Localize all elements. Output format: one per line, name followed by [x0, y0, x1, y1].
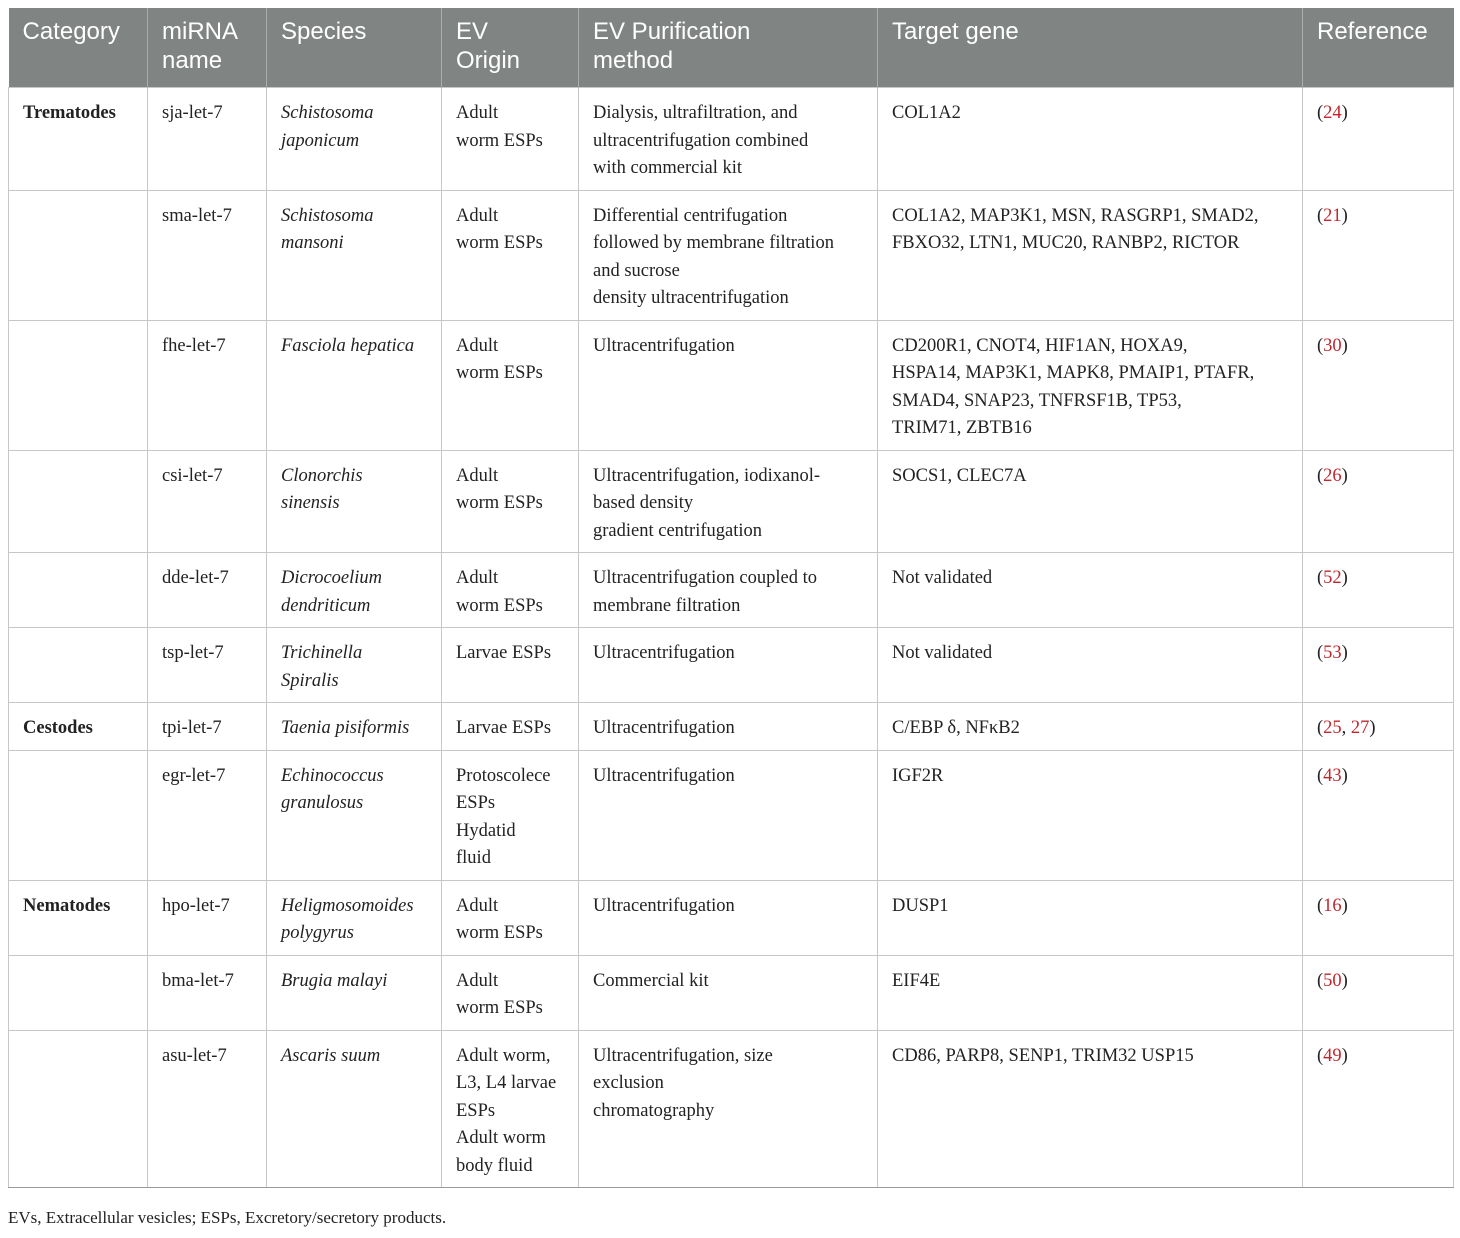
origin-line: Hydatid [456, 820, 516, 841]
species-cell [267, 750, 442, 880]
origin-line: Larvae ESPs [456, 643, 552, 663]
reference-link[interactable]: 16 [1323, 895, 1342, 916]
category-cell [9, 750, 148, 880]
method-line: Ultracentrifugation, iodixanol- [593, 465, 821, 486]
method-line: gradient centrifugation [593, 520, 763, 541]
category-cell [9, 190, 148, 320]
species-line: Dicrocoelium [281, 568, 383, 588]
species-line: Ascaris suum [281, 1045, 381, 1066]
target-gene-cell [878, 88, 1303, 191]
category-cell [9, 955, 148, 1030]
purification-method-cell [579, 190, 878, 320]
header-mirna-line-2: name [162, 47, 223, 74]
origin-line: worm ESPs [456, 493, 543, 513]
table-row [9, 553, 1454, 628]
species-line: Schistosoma [281, 103, 374, 123]
species-line: granulosus [281, 793, 364, 813]
purification-method-cell [579, 1030, 878, 1188]
target-line: FBXO32, LTN1, MUC20, RANBP2, RICTOR [892, 233, 1240, 253]
species-line: dendriticum [281, 595, 371, 616]
origin-line: worm ESPs [456, 923, 543, 943]
species-line: sinensis [281, 493, 340, 513]
method-line: with commercial kit [593, 158, 742, 178]
header-reference: Reference [1303, 8, 1454, 88]
species-line: mansoni [281, 233, 344, 253]
target-line: SOCS1, CLEC7A [892, 465, 1027, 486]
header-category: Category [9, 8, 148, 88]
species-line: Brugia malayi [281, 970, 388, 991]
method-line: Ultracentrifugation [593, 718, 735, 738]
purification-method-cell [579, 750, 878, 880]
table-row [9, 320, 1454, 450]
method-line: Ultracentrifugation [593, 895, 735, 916]
target-line: TRIM71, ZBTB16 [892, 418, 1032, 438]
target-line: EIF4E [892, 970, 941, 991]
species-cell [267, 88, 442, 191]
reference-link[interactable]: 25 [1323, 718, 1342, 738]
species-cell [267, 190, 442, 320]
category-cell [9, 450, 148, 553]
table-row [9, 1030, 1454, 1188]
method-line: Ultracentrifugation [593, 765, 735, 786]
reference-link[interactable]: 43 [1323, 765, 1342, 786]
target-line: HSPA14, MAP3K1, MAPK8, PMAIP1, PTAFR, [892, 363, 1255, 383]
method-line: Commercial kit [593, 970, 709, 991]
target-line: COL1A2 [892, 103, 961, 123]
method-line: chromatography [593, 1100, 715, 1121]
header-target-gene: Target gene [878, 8, 1303, 88]
table-row [9, 190, 1454, 320]
category-cell: Nematodes [9, 880, 148, 955]
mirna-name-cell: egr-let-7 [148, 750, 267, 880]
table-body [9, 88, 1454, 1188]
species-cell [267, 450, 442, 553]
mirna-name-cell: tpi-let-7 [148, 703, 267, 751]
target-line: Not validated [892, 643, 993, 663]
origin-line: ESPs [456, 1100, 496, 1121]
species-line: japonicum [281, 130, 360, 151]
reference-link[interactable]: 30 [1323, 335, 1342, 356]
target-line: C/EBP δ, NFκB2 [892, 718, 1020, 738]
reference-cell: (24) [1303, 88, 1454, 191]
origin-line: Adult worm [456, 1128, 546, 1148]
header-method-line-2: method [593, 47, 674, 74]
mirna-name-cell: fhe-let-7 [148, 320, 267, 450]
mirna-name-cell: bma-let-7 [148, 955, 267, 1030]
ev-origin-cell [442, 628, 579, 703]
target-gene-cell [878, 628, 1303, 703]
category-cell: Cestodes [9, 703, 148, 751]
origin-line: fluid [456, 848, 491, 868]
species-line: Fasciola hepatica [281, 335, 415, 356]
target-gene-cell [878, 553, 1303, 628]
ev-origin-cell [442, 703, 579, 751]
species-line: Schistosoma [281, 205, 374, 226]
reference-cell: (16) [1303, 880, 1454, 955]
target-line: COL1A2, MAP3K1, MSN, RASGRP1, SMAD2, [892, 205, 1259, 226]
reference-cell: (52) [1303, 553, 1454, 628]
header-origin-line-2: Origin [456, 47, 521, 74]
table-row [9, 450, 1454, 553]
origin-line: L3, L4 larvae [456, 1073, 557, 1093]
target-line: SMAD4, SNAP23, TNFRSF1B, TP53, [892, 390, 1182, 411]
table-row [9, 628, 1454, 703]
mirna-name-cell: asu-let-7 [148, 1030, 267, 1188]
species-cell [267, 320, 442, 450]
method-line: based density [593, 493, 694, 513]
origin-line: Adult [456, 103, 499, 123]
species-line: Taenia pisiformis [281, 718, 410, 738]
ev-origin-cell [442, 553, 579, 628]
origin-line: Adult [456, 205, 499, 226]
species-line: polygyrus [281, 923, 354, 943]
ev-origin-cell [442, 880, 579, 955]
category-cell [9, 553, 148, 628]
purification-method-cell [579, 880, 878, 955]
table-row [9, 703, 1454, 751]
method-line: Ultracentrifugation, size [593, 1045, 773, 1066]
origin-line: Adult [456, 465, 499, 486]
table-header [9, 8, 1454, 88]
mirna-name-cell: tsp-let-7 [148, 628, 267, 703]
target-gene-cell [878, 880, 1303, 955]
category-cell [9, 1030, 148, 1188]
purification-method-cell [579, 955, 878, 1030]
table-row [9, 750, 1454, 880]
reference-cell: (30) [1303, 320, 1454, 450]
category-cell: Trematodes [9, 88, 148, 191]
origin-line: worm ESPs [456, 233, 543, 253]
method-line: membrane filtration [593, 595, 741, 616]
reference-link[interactable]: 27 [1350, 718, 1370, 738]
header-mirna-name [148, 8, 267, 88]
ev-origin-cell [442, 955, 579, 1030]
ev-origin-cell [442, 750, 579, 880]
mirna-name-cell: csi-let-7 [148, 450, 267, 553]
target-gene-cell [878, 955, 1303, 1030]
target-gene-cell [878, 450, 1303, 553]
origin-line: worm ESPs [456, 595, 543, 616]
reference-link[interactable]: 50 [1323, 970, 1342, 991]
reference-link[interactable]: 26 [1323, 465, 1342, 486]
species-line: Clonorchis [281, 465, 363, 486]
origin-line: Adult [456, 335, 499, 356]
ev-origin-cell [442, 88, 579, 191]
origin-line: body fluid [456, 1155, 533, 1176]
reference-link[interactable]: 49 [1323, 1045, 1342, 1066]
species-line: Trichinella [281, 643, 363, 663]
category-cell [9, 628, 148, 703]
method-line: Differential centrifugation [593, 205, 788, 226]
table-row [9, 955, 1454, 1030]
ev-origin-cell [442, 320, 579, 450]
reference-cell: (25, 27) [1303, 703, 1454, 751]
purification-method-cell [579, 703, 878, 751]
mirna-name-cell: dde-let-7 [148, 553, 267, 628]
reference-link[interactable]: 52 [1323, 568, 1342, 588]
reference-link[interactable]: 24 [1323, 103, 1342, 123]
mirna-name-cell: sma-let-7 [148, 190, 267, 320]
origin-line: Protoscolece [456, 765, 551, 786]
header-origin-line-1: EV [456, 18, 489, 45]
origin-line: Larvae ESPs [456, 718, 552, 738]
method-line: Ultracentrifugation [593, 643, 735, 663]
reference-cell: (26) [1303, 450, 1454, 553]
ev-origin-cell [442, 1030, 579, 1188]
origin-line: Adult worm, [456, 1045, 551, 1066]
purification-method-cell [579, 450, 878, 553]
target-line: CD86, PARP8, SENP1, TRIM32 USP15 [892, 1045, 1194, 1066]
target-gene-cell [878, 190, 1303, 320]
species-line: Spiralis [281, 670, 339, 691]
target-line: DUSP1 [892, 895, 949, 916]
category-cell [9, 320, 148, 450]
header-species: Species [267, 8, 442, 88]
target-gene-cell [878, 1030, 1303, 1188]
origin-line: worm ESPs [456, 363, 543, 383]
species-cell [267, 880, 442, 955]
method-line: and sucrose [593, 260, 680, 281]
header-purification-method [579, 8, 878, 88]
species-cell [267, 955, 442, 1030]
origin-line: worm ESPs [456, 130, 543, 151]
method-line: Ultracentrifugation coupled to [593, 568, 817, 588]
species-line: Heligmosomoides [281, 895, 414, 916]
reference-cell: (53) [1303, 628, 1454, 703]
reference-cell: (21) [1303, 190, 1454, 320]
purification-method-cell [579, 553, 878, 628]
species-cell [267, 703, 442, 751]
purification-method-cell [579, 628, 878, 703]
table-row [9, 880, 1454, 955]
reference-link[interactable]: 21 [1323, 205, 1342, 226]
target-line: Not validated [892, 568, 993, 588]
origin-line: ESPs [456, 793, 496, 813]
header-ev-origin [442, 8, 579, 88]
species-cell [267, 628, 442, 703]
species-cell [267, 553, 442, 628]
target-gene-cell [878, 320, 1303, 450]
purification-method-cell [579, 88, 878, 191]
target-gene-cell [878, 703, 1303, 751]
reference-cell: (49) [1303, 1030, 1454, 1188]
origin-line: Adult [456, 895, 499, 916]
mirna-name-cell: sja-let-7 [148, 88, 267, 191]
table-footnote: EVs, Extracellular vesicles; ESPs, Excretory/secretory products. [8, 1208, 447, 1227]
method-line: followed by membrane filtration [593, 233, 834, 253]
species-cell [267, 1030, 442, 1188]
mirna-name-cell: hpo-let-7 [148, 880, 267, 955]
species-line: Echinococcus [281, 765, 384, 786]
target-gene-cell [878, 750, 1303, 880]
table-row [9, 88, 1454, 191]
method-line: Dialysis, ultrafiltration, and [593, 103, 798, 123]
reference-cell: (50) [1303, 955, 1454, 1030]
method-line: density ultracentrifugation [593, 288, 789, 308]
reference-link[interactable]: 53 [1323, 643, 1342, 663]
method-line: ultracentrifugation combined [593, 130, 809, 151]
purification-method-cell [579, 320, 878, 450]
method-line: exclusion [593, 1073, 664, 1093]
header-mirna-line-1: miRNA [162, 18, 238, 45]
origin-line: Adult [456, 970, 499, 991]
origin-line: Adult [456, 568, 499, 588]
target-line: IGF2R [892, 765, 944, 786]
target-line: CD200R1, CNOT4, HIF1AN, HOXA9, [892, 335, 1188, 356]
header-method-line-1: EV Purification [593, 18, 751, 45]
mirna-table [8, 8, 1454, 1188]
ev-origin-cell [442, 190, 579, 320]
method-line: Ultracentrifugation [593, 335, 735, 356]
origin-line: worm ESPs [456, 998, 543, 1018]
ev-origin-cell [442, 450, 579, 553]
reference-cell: (43) [1303, 750, 1454, 880]
